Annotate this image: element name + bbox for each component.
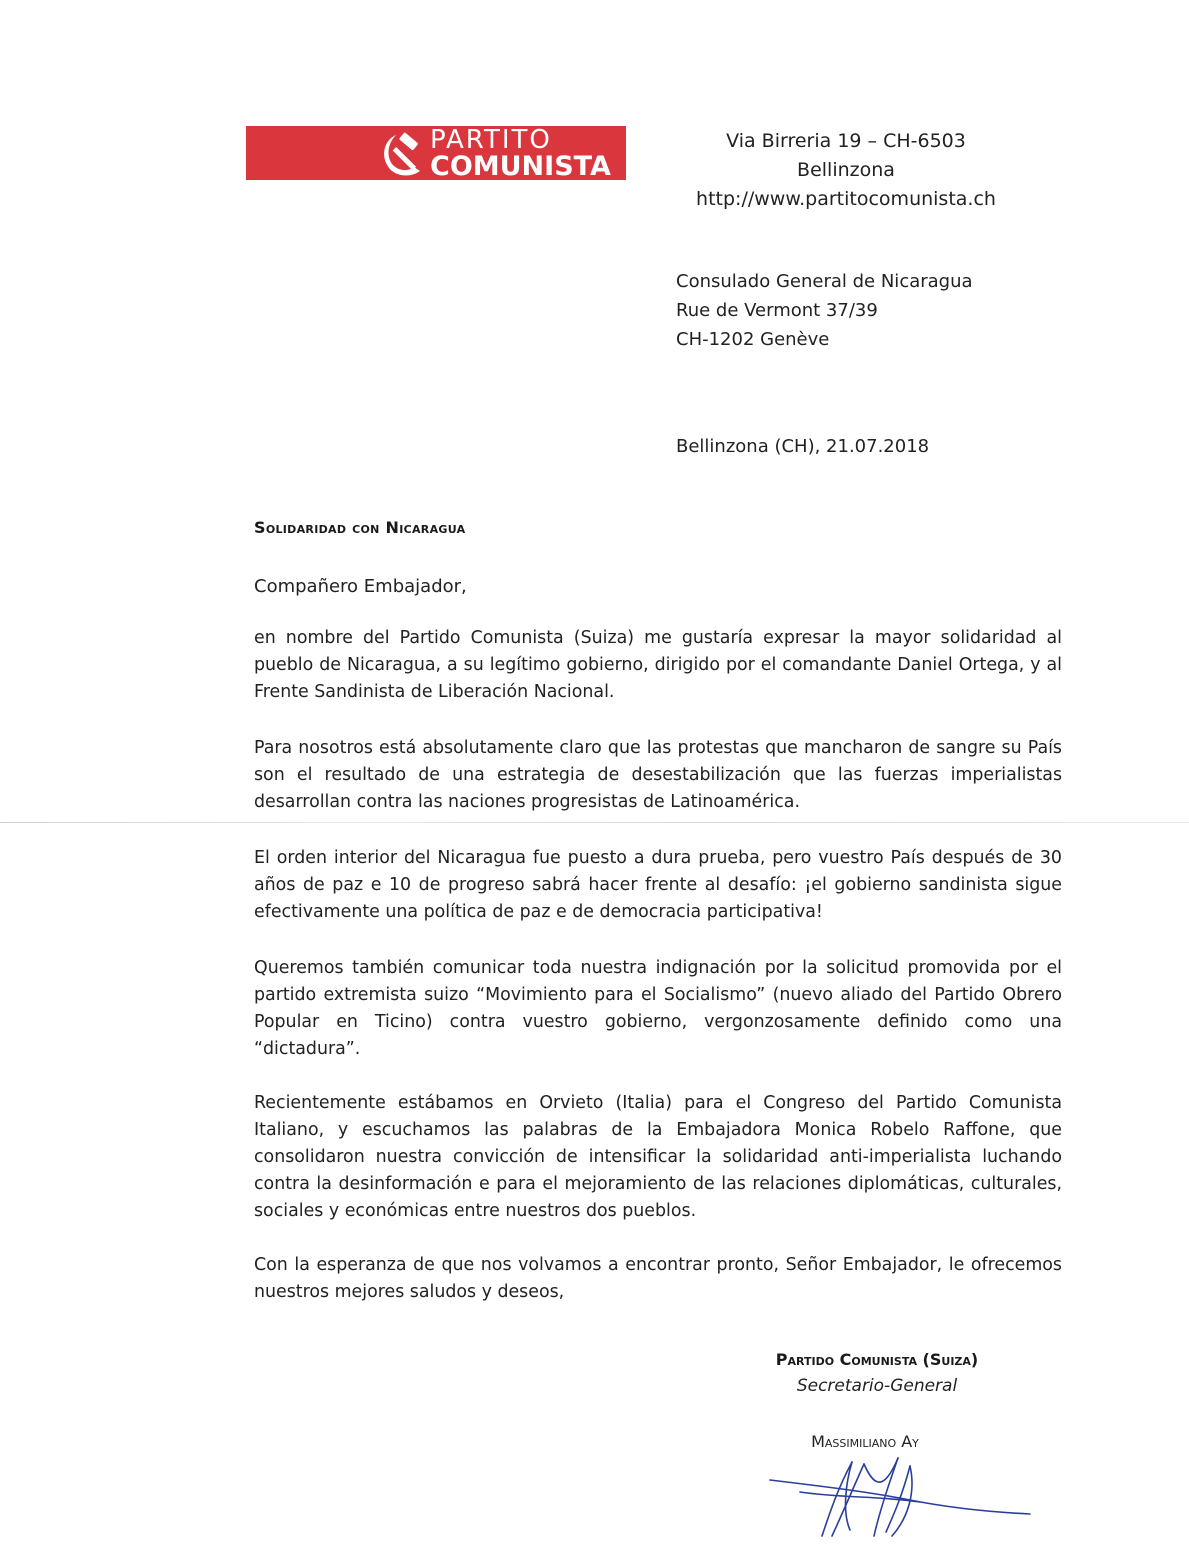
paragraph-6: Con la esperanza de que nos volvamos a encontrar pronto, Señor Embajador, le ofrecemos nuestros mejores saludos y deseos, — [254, 1255, 1062, 1302]
sender-address: Via Birreria 19 – CH-6503 Bellinzona — [726, 130, 966, 181]
recipient-line-1: Consulado General de Nicaragua — [676, 271, 973, 292]
logo-line-partito: PARTITO — [430, 125, 552, 155]
recipient-address-block — [676, 267, 973, 354]
handwritten-signature — [760, 1452, 1040, 1542]
signatory-organization: Partido Comunista (Suiza) — [775, 1350, 979, 1369]
paper-fold-line — [0, 822, 1189, 823]
recipient-line-3: CH-1202 Genève — [676, 329, 830, 350]
letter-subject: Solidaridad con Nicaragua — [254, 518, 466, 537]
paragraph-3: El orden interior del Nicaragua fue puesto a dura prueba, pero vuestro País después de 30 años de paz e 10 de progreso sabrá hacer frente al desafío: ¡el gobierno sandinista sigue efectivamente una política de paz e de democracia participativa! — [254, 848, 1062, 922]
sender-website: http://www.partitocomunista.ch — [696, 188, 996, 210]
paragraph-4: Queremos también comunicar toda nuestra indignación por la solicitud promovida por el partido extremista suizo “Movimiento para el Socialismo” (nuevo aliado del Partido Obrero Popular en Ticino) contra vuestro gobierno, vergonzosamente definido como una “dictadura”. — [254, 958, 1062, 1059]
paragraph-5: Recientemente estábamos en Orvieto (Italia) para el Congreso del Partido Comunista Italiano, y escuchamos las palabras de la Embajadora Monica Robelo Raffone, que consolidaron nuestra convicción de intensificar la solidaridad anti-imperialista luchando contra la desinformación e para el mejoramiento de las relaciones diplomáticas, culturales, sociales y económicas entre nuestros dos pueblos. — [254, 1093, 1062, 1221]
recipient-line-2: Rue de Vermont 37/39 — [676, 300, 878, 321]
signatory-name: Massimiliano Ay — [811, 1432, 919, 1451]
paragraph-2: Para nosotros está absolutamente claro que las protestas que mancharon de sangre su País son el resultado de una estrategia de desestabilización que las fuerzas imperialistas desarrollan contra las naciones progresistas de Latinoamérica. — [254, 738, 1062, 812]
logo-wordmark — [430, 127, 611, 181]
letter-date: Bellinzona (CH), 21.07.2018 — [676, 436, 930, 457]
hammer-and-sickle-icon — [378, 127, 430, 181]
salutation: Compañero Embajador, — [254, 576, 467, 597]
logo-line-comunista: COMUNISTA — [430, 151, 611, 182]
paragraph-1: en nombre del Partido Comunista (Suiza) me gustaría expresar la mayor solidaridad al pueblo de Nicaragua, a su legítimo gobierno, dirigido por el comandante Daniel Ortega, y al Frente Sandinista de Liberación Nacional. — [254, 628, 1062, 702]
signatory-title: Secretario-General — [796, 1376, 958, 1396]
sender-address-block — [676, 127, 1016, 214]
